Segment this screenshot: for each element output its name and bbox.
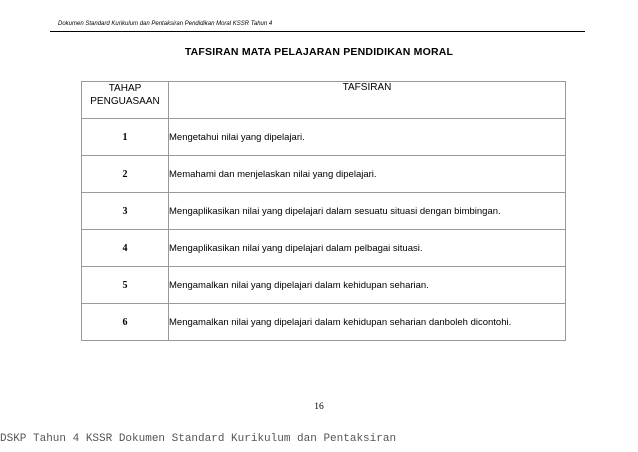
level-cell: 4 (82, 230, 169, 267)
column-header-tahap: TAHAP PENGUASAAN (82, 82, 169, 119)
level-cell: 6 (82, 304, 169, 341)
description-cell: Mengetahui nilai yang dipelajari. (169, 119, 566, 156)
description-cell: Mengaplikasikan nilai yang dipelajari dalam pelbagai situasi. (169, 230, 566, 267)
description-cell: Mengaplikasikan nilai yang dipelajari dalam sesuatu situasi dengan bimbingan. (169, 193, 566, 230)
table-row (82, 230, 566, 267)
footer-text: DSKP Tahun 4 KSSR Dokumen Standard Kurikulum dan Pentaksiran (0, 433, 397, 445)
page-title: TAFSIRAN MATA PELAJARAN PENDIDIKAN MORAL (184, 46, 454, 58)
table-row (82, 193, 566, 230)
level-cell: 3 (82, 193, 169, 230)
level-cell: 1 (82, 119, 169, 156)
description-cell: Mengamalkan nilai yang dipelajari dalam kehidupan seharian. (169, 267, 566, 304)
table-row (82, 267, 566, 304)
table-row (82, 304, 566, 341)
tafsiran-table (81, 81, 566, 341)
description-cell: Memahami dan menjelaskan nilai yang dipelajari. (169, 156, 566, 193)
page-number: 16 (314, 402, 324, 412)
level-cell: 5 (82, 267, 169, 304)
description-cell: Mengamalkan nilai yang dipelajari dalam kehidupan seharian danboleh dicontohi. (169, 304, 566, 341)
header-divider (50, 31, 585, 32)
table-row (82, 119, 566, 156)
table-row (82, 156, 566, 193)
level-cell: 2 (82, 156, 169, 193)
column-header-tafsiran: TAFSIRAN (169, 82, 566, 119)
table-header-row (82, 82, 566, 119)
running-header: Dokumen Standard Kurikulum dan Pentaksiran Pendidikan Moral KSSR Tahun 4 (58, 21, 273, 27)
